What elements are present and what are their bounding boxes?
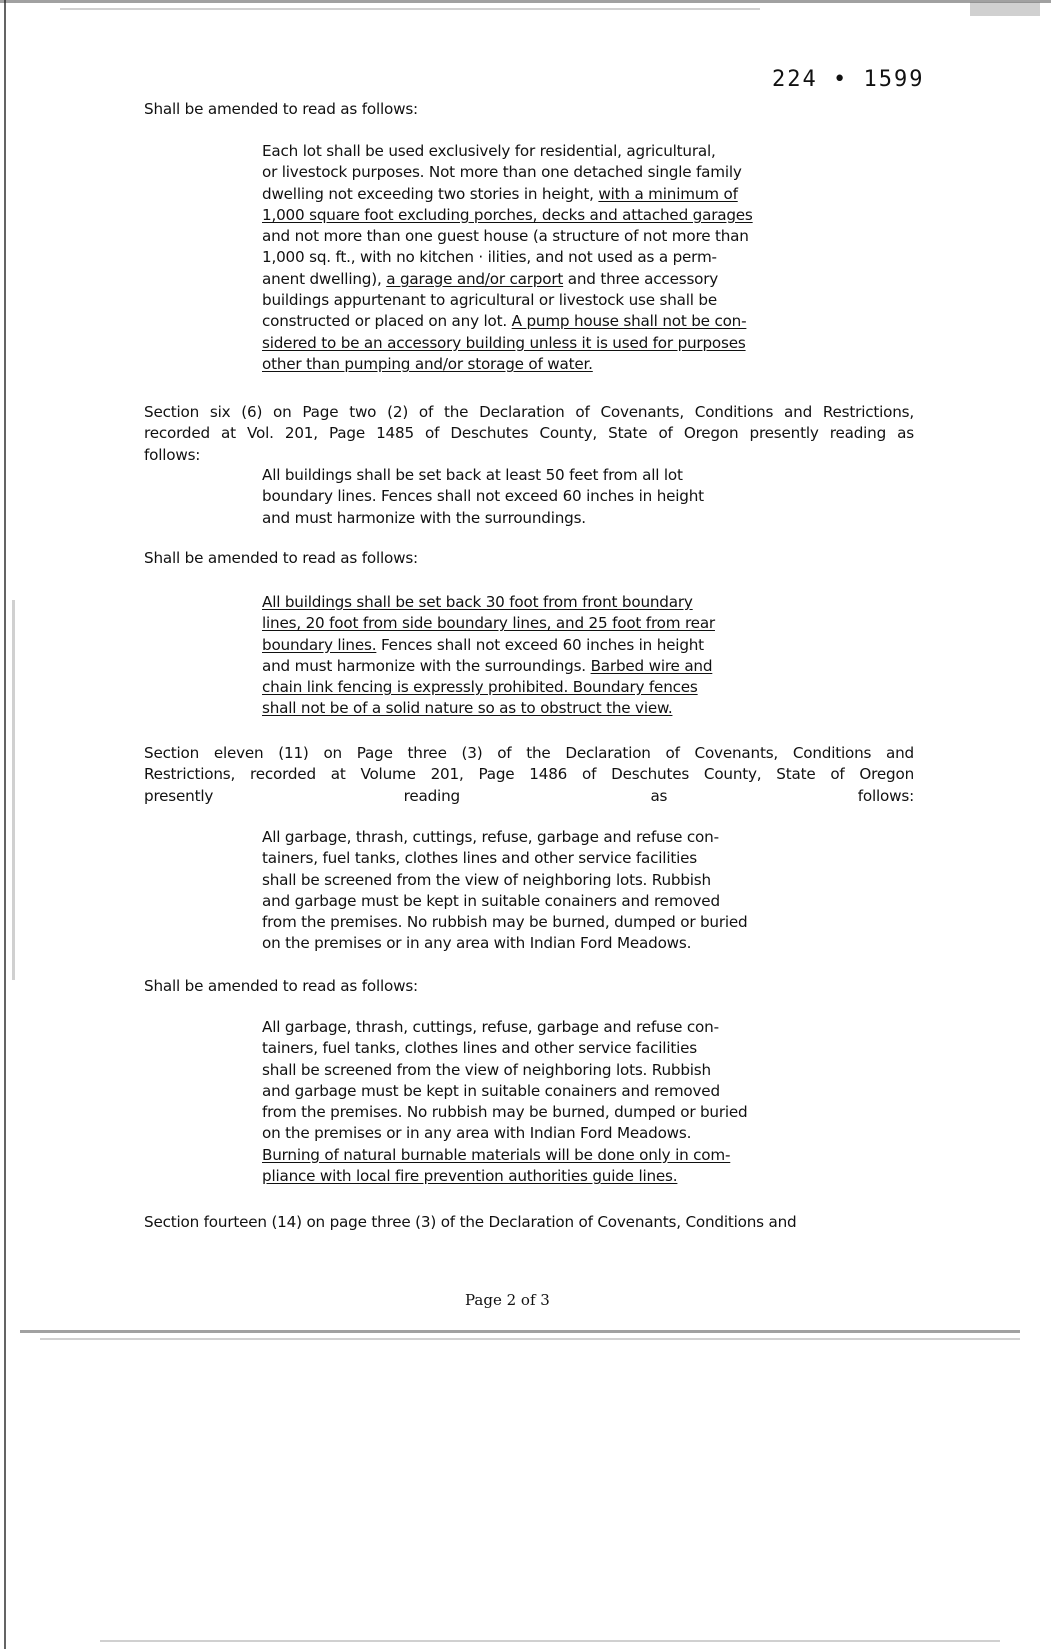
text-segment: buildings appurtenant to agricultural or livestock use shall be [262, 291, 718, 310]
scan-artifact-top-right [970, 2, 1040, 16]
underlined-text-segment: boundary lines. [262, 635, 377, 654]
text-line [144, 743, 914, 764]
text-line [262, 1123, 748, 1144]
text-segment: presently reading as follows: [144, 786, 914, 805]
text-line [144, 786, 914, 807]
scan-artifact-fold-line [20, 1330, 1020, 1333]
text-line [144, 548, 418, 569]
text-segment: Shall be amended to read as follows: [144, 100, 418, 118]
text-line [144, 976, 418, 997]
text-line [262, 1060, 748, 1081]
text-segment: 1,000 sq. ft., with no kitchen · ilities, and not used as a perm- [262, 248, 717, 267]
text-line [262, 827, 748, 848]
underlined-text-segment: 1,000 square foot excluding porches, decks and attached garages [262, 205, 753, 224]
text-line [144, 764, 914, 785]
text-segment: All garbage, thrash, cuttings, refuse, garbage and refuse con- [262, 1018, 719, 1036]
text-line [262, 141, 753, 162]
underlined-text-segment: pliance with local fire prevention authorities guide lines. [262, 1167, 678, 1186]
underlined-text-segment: chain link fencing is expressly prohibited. Boundary fences [262, 678, 698, 697]
text-segment: on the premises or in any area with Indian Ford Meadows. [262, 1124, 692, 1143]
scan-artifact-left-edge-2 [12, 600, 15, 980]
text-line [262, 311, 753, 332]
text-line [262, 613, 715, 634]
text-segment: Restrictions, recorded at Volume 201, Page 1486 of Deschutes County, State of Oregon [144, 765, 914, 784]
text-segment: and not more than one guest house (a structure of not more than [262, 227, 749, 246]
underlined-text-segment: sidered to be an accessory building unless it is used for purposes [262, 333, 746, 352]
document-number: 224 • 1599 [772, 67, 925, 92]
text-line [262, 333, 753, 354]
text-segment: tainers, fuel tanks, clothes lines and other service facilities [262, 849, 697, 868]
text-line [262, 1081, 748, 1102]
scan-artifact-top [0, 0, 1051, 3]
text-segment: constructed or placed on any lot. [262, 312, 512, 331]
scan-artifact-top-2 [60, 8, 760, 10]
amend-intro-1 [144, 99, 418, 120]
text-line [144, 445, 914, 466]
text-line [144, 402, 914, 423]
page-number-footer: Page 2 of 3 [465, 1291, 550, 1309]
amend-intro-2 [144, 548, 418, 569]
underlined-text-segment: A pump house shall not be con- [511, 312, 747, 331]
text-line [262, 205, 753, 226]
text-segment: and must harmonize with the surroundings. [262, 656, 591, 675]
underlined-text-segment: All buildings shall be set back 30 foot from front boundary [262, 593, 693, 611]
text-segment: Section six (6) on Page two (2) of the Declaration of Covenants, Conditions and Restrictions, [144, 403, 914, 421]
text-line [262, 290, 753, 311]
text-segment: on the premises or in any area with Indian Ford Meadows. [262, 934, 692, 953]
text-line [262, 870, 748, 891]
text-line [144, 99, 418, 120]
text-segment: shall be screened from the view of neighboring lots. Rubbish [262, 1060, 711, 1079]
text-segment: Section fourteen (14) on page three (3) of the Declaration of Covenants, Conditions and [144, 1213, 797, 1231]
text-line [262, 592, 715, 613]
text-line [262, 933, 748, 954]
amend-intro-3 [144, 976, 418, 997]
text-segment: and three accessory [563, 269, 719, 288]
text-segment: Fences shall not exceed 60 inches in height [376, 635, 704, 654]
underlined-text-segment: with a minimum of [598, 184, 738, 203]
text-line [262, 848, 748, 869]
text-line [262, 465, 704, 486]
text-segment: follows: [144, 445, 201, 464]
text-segment: recorded at Vol. 201, Page 1485 of Deschutes County, State of Oregon presently reading as [144, 424, 914, 443]
text-segment: Shall be amended to read as follows: [144, 549, 418, 567]
section-six-intro [144, 402, 914, 466]
text-line [262, 269, 753, 290]
setback-amended-text [262, 592, 715, 720]
lot-use-amended-text [262, 141, 753, 375]
text-line [144, 423, 914, 444]
text-segment: Shall be amended to read as follows: [144, 977, 418, 995]
text-segment: from the premises. No rubbish may be burned, dumped or buried [262, 913, 748, 932]
text-line [262, 698, 715, 719]
underlined-text-segment: lines, 20 foot from side boundary lines, and 25 foot from rear [262, 614, 715, 633]
text-segment: Section eleven (11) on Page three (3) of the Declaration of Covenants, Conditions and [144, 744, 914, 762]
scan-artifact-left-edge [4, 0, 6, 1649]
text-line [262, 354, 753, 375]
text-segment: from the premises. No rubbish may be burned, dumped or buried [262, 1103, 748, 1122]
text-line [262, 184, 753, 205]
garbage-original-text [262, 827, 748, 955]
section-eleven-intro [144, 743, 914, 807]
section-fourteen-intro [144, 1212, 796, 1233]
text-segment: All buildings shall be set back at least 50 feet from all lot [262, 466, 683, 484]
text-segment: tainers, fuel tanks, clothes lines and other service facilities [262, 1039, 697, 1058]
text-line [144, 1212, 796, 1233]
text-line [262, 635, 715, 656]
underlined-text-segment: other than pumping and/or storage of water. [262, 354, 593, 373]
scan-artifact-fold-line-2 [40, 1338, 1020, 1340]
text-line [262, 1145, 748, 1166]
scan-artifact-bottom [100, 1640, 1000, 1642]
garbage-amended-text [262, 1017, 748, 1187]
text-line [262, 247, 753, 268]
text-line [262, 1017, 748, 1038]
text-line [262, 1166, 748, 1187]
text-line [262, 891, 748, 912]
text-line [262, 1102, 748, 1123]
text-line [262, 912, 748, 933]
text-line [262, 226, 753, 247]
text-segment: and garbage must be kept in suitable conainers and removed [262, 1081, 720, 1100]
underlined-text-segment: a garage and/or carport [386, 269, 564, 288]
text-segment: and garbage must be kept in suitable conainers and removed [262, 891, 720, 910]
underlined-text-segment: Barbed wire and [590, 656, 713, 675]
text-segment: Each lot shall be used exclusively for residential, agricultural, [262, 142, 716, 160]
text-segment: and must harmonize with the surroundings. [262, 508, 586, 527]
text-line [262, 677, 715, 698]
text-line [262, 486, 704, 507]
text-segment: shall be screened from the view of neighboring lots. Rubbish [262, 870, 711, 889]
text-segment: All garbage, thrash, cuttings, refuse, garbage and refuse con- [262, 828, 719, 846]
underlined-text-segment: shall not be of a solid nature so as to obstruct the view. [262, 699, 673, 718]
text-segment: or livestock purposes. Not more than one detached single family [262, 163, 742, 182]
setback-original-text [262, 465, 704, 529]
text-line [262, 656, 715, 677]
text-line [262, 162, 753, 183]
text-segment: dwelling not exceeding two stories in height, [262, 184, 599, 203]
text-line [262, 1038, 748, 1059]
underlined-text-segment: Burning of natural burnable materials will be done only in com- [262, 1145, 731, 1164]
text-segment: anent dwelling), [262, 269, 387, 288]
text-line [262, 508, 704, 529]
text-segment: boundary lines. Fences shall not exceed 60 inches in height [262, 487, 704, 506]
